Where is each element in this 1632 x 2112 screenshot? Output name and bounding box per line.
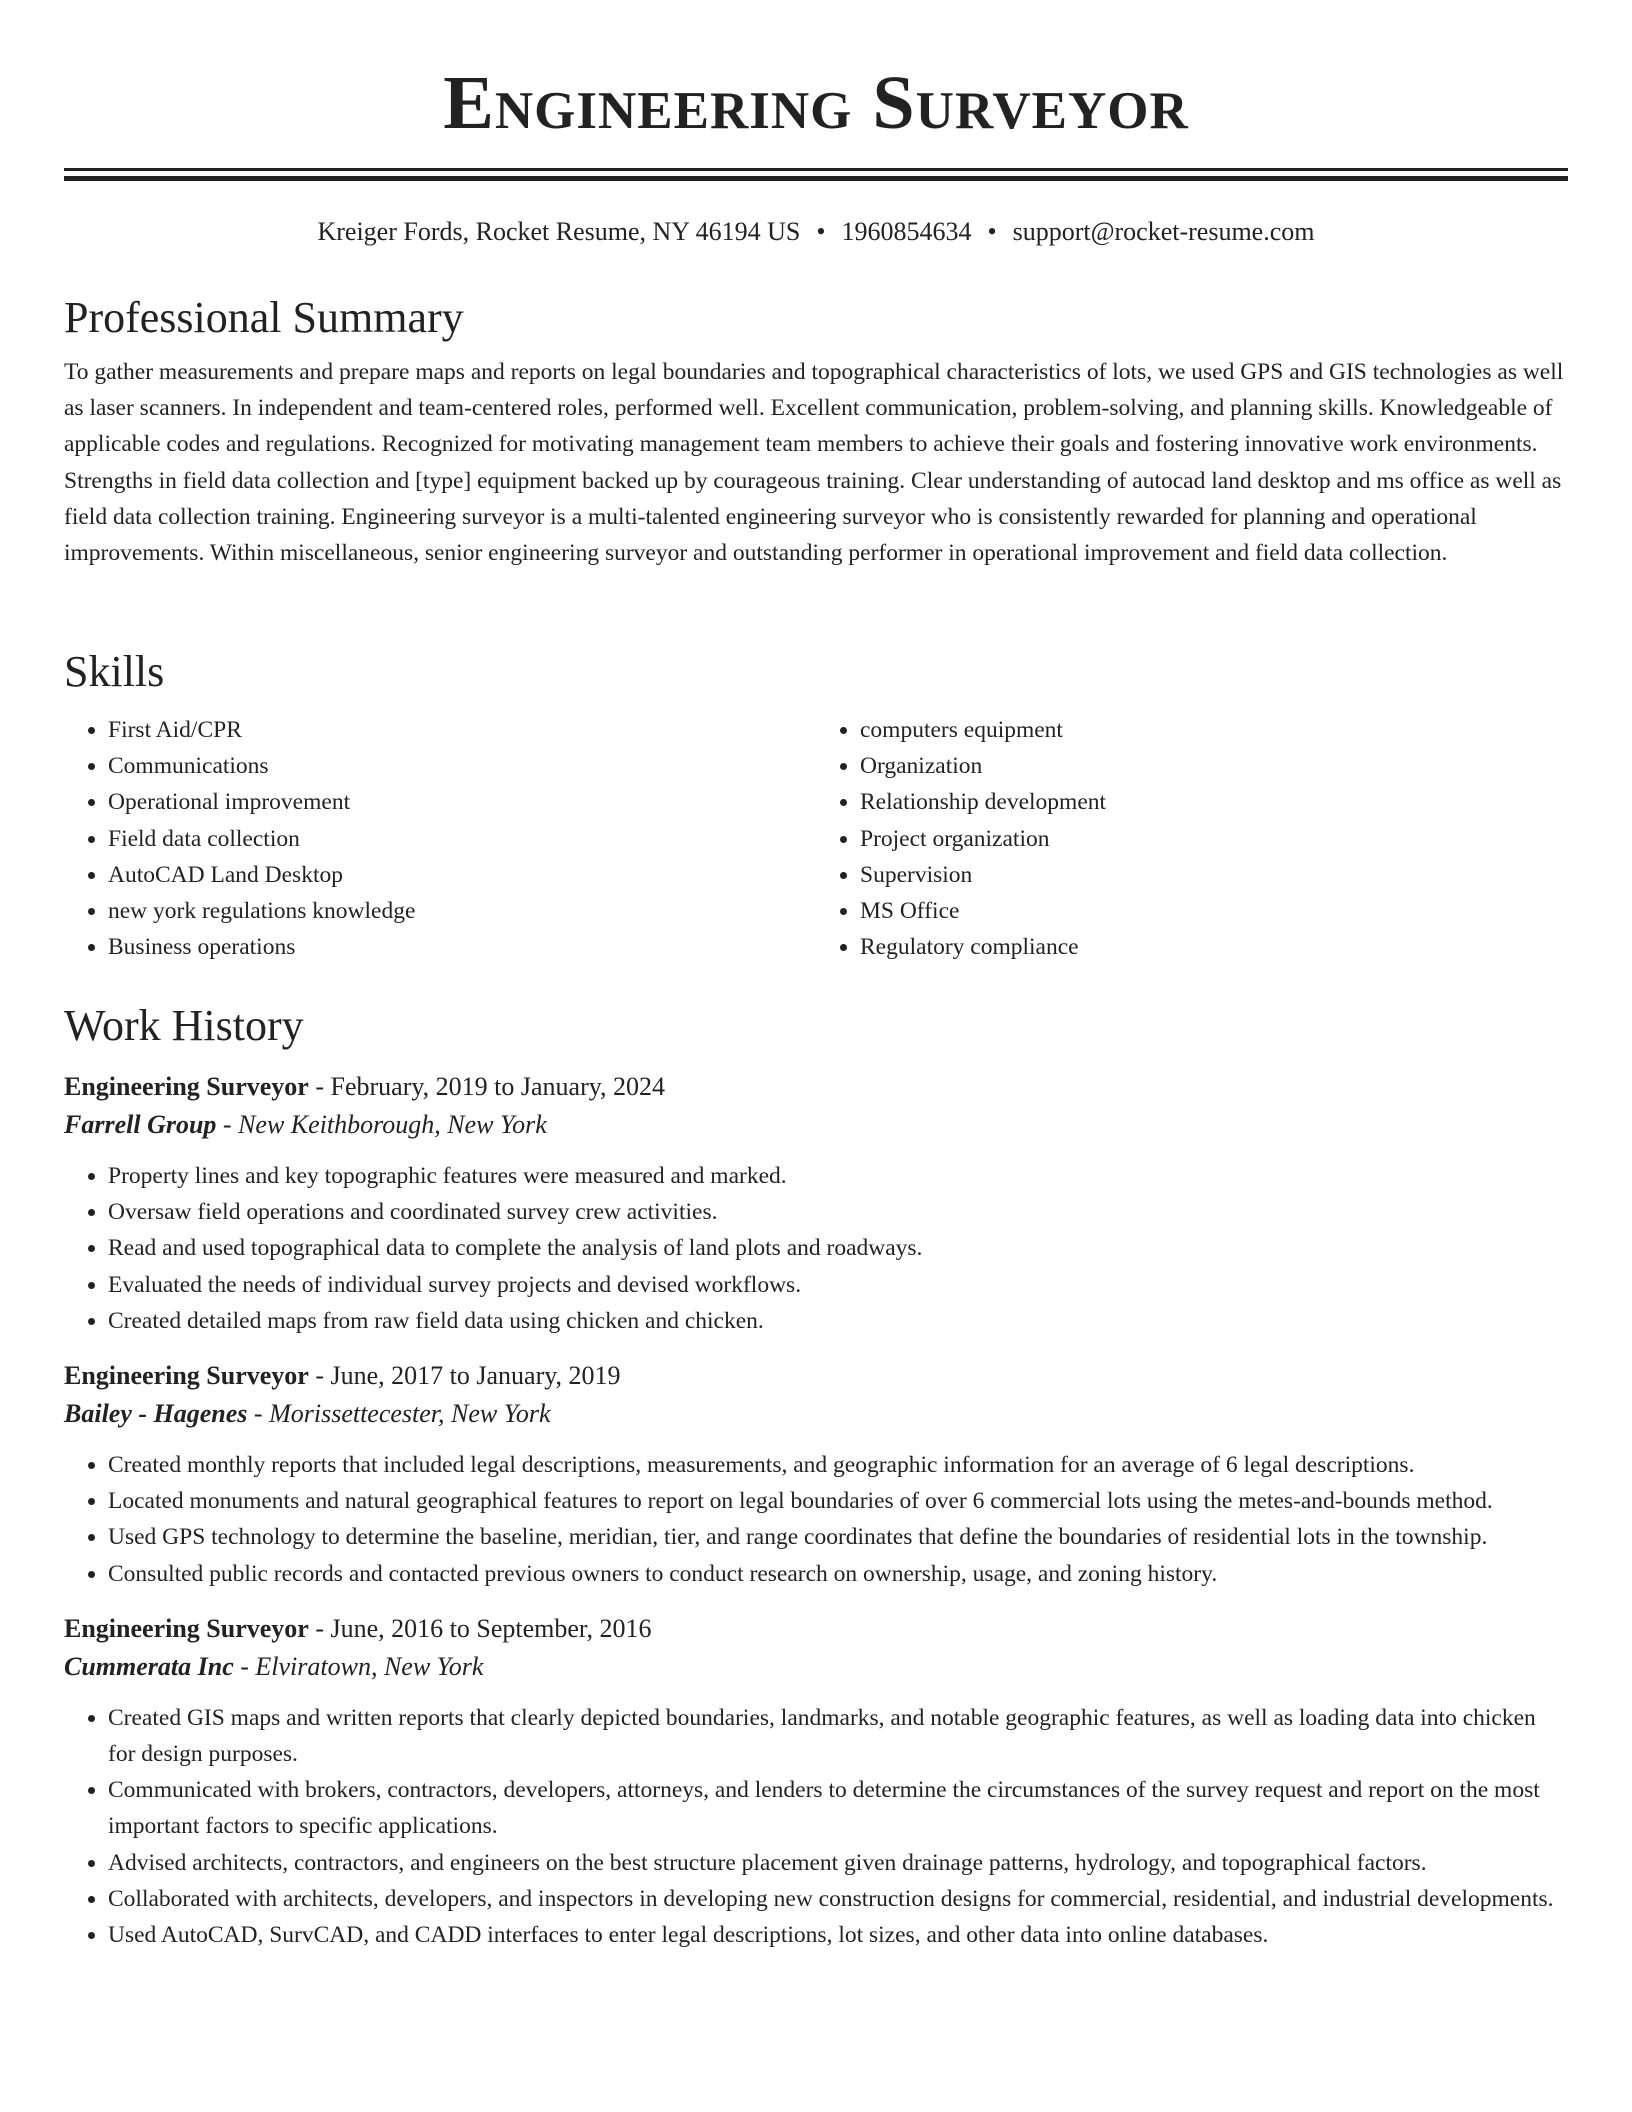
contact-line xyxy=(0,214,1632,250)
job-bullet: • Collaborated with architects, developers, and inspectors in developing new construction designs for commercial, residential, and industrial developments. xyxy=(108,1881,1568,1917)
job-entry xyxy=(64,1357,1568,1592)
skill-item: • First Aid/CPR xyxy=(108,712,816,748)
job-bullet: • Created monthly reports that included legal descriptions, measurements, and geographic information for an average of 6 legal descriptions. xyxy=(108,1447,1568,1483)
job-bullets xyxy=(64,1447,1568,1592)
job-bullet: • Evaluated the needs of individual survey projects and devised workflows. xyxy=(108,1267,1568,1303)
job-bullets xyxy=(64,1700,1568,1953)
job-title: Engineering Surveyor xyxy=(64,1361,309,1391)
header-rule-thick xyxy=(64,176,1568,181)
job-dates: - June, 2017 to January, 2019 xyxy=(308,1361,621,1391)
job-bullet: • Property lines and key topographic features were measured and marked. xyxy=(108,1158,1568,1194)
job-bullet: • Used GPS technology to determine the baseline, meridian, tier, and range coordinates that define the boundaries of residential lots in the township. xyxy=(108,1519,1568,1555)
skills-list-right xyxy=(816,712,1568,965)
job-dates: - June, 2016 to September, 2016 xyxy=(308,1613,652,1643)
skills-columns xyxy=(64,712,1568,965)
skill-item: • AutoCAD Land Desktop xyxy=(108,857,816,893)
skills-list-left xyxy=(64,712,816,965)
job-title-line xyxy=(64,1357,1568,1395)
skill-item: • Supervision xyxy=(860,857,1568,893)
skill-item: • Relationship development xyxy=(860,784,1568,820)
job-entry xyxy=(64,1068,1568,1339)
contact-phone: 1960854634 xyxy=(841,217,972,246)
job-bullets xyxy=(64,1158,1568,1339)
job-company: Cummerata Inc xyxy=(64,1651,234,1681)
job-location: - Morissettecester, New York xyxy=(247,1399,551,1429)
job-location: - New Keithborough, New York xyxy=(216,1110,547,1139)
contact-email: support@rocket-resume.com xyxy=(1012,217,1315,246)
contact-separator: • xyxy=(987,217,997,246)
skill-item: • Regulatory compliance xyxy=(860,929,1568,965)
job-bullet: • Consulted public records and contacted previous owners to conduct research on ownership, usage, and zoning history. xyxy=(108,1556,1568,1592)
job-title: Engineering Surveyor xyxy=(64,1613,309,1643)
skills-heading: Skills xyxy=(64,647,165,696)
job-title: Engineering Surveyor xyxy=(64,1072,309,1101)
job-bullet: • Read and used topographical data to complete the analysis of land plots and roadways. xyxy=(108,1230,1568,1266)
skill-item: • new york regulations knowledge xyxy=(108,893,816,929)
job-location: - Elviratown, New York xyxy=(233,1651,484,1681)
job-bullet: • Oversaw field operations and coordinated survey crew activities. xyxy=(108,1194,1568,1230)
skill-item: • Project organization xyxy=(860,821,1568,857)
job-dates: - February, 2019 to January, 2024 xyxy=(308,1072,666,1101)
job-bullet: • Communicated with brokers, contractors, developers, attorneys, and lenders to determine the circumstances of the survey request and report on the most important factors to specific applications. xyxy=(108,1772,1568,1844)
resume-name: Engineering Surveyor xyxy=(443,61,1189,145)
header-rule-thin xyxy=(64,168,1568,171)
job-bullet: • Located monuments and natural geographical features to report on legal boundaries of over 6 commercial lots using the metes-and-bounds method. xyxy=(108,1483,1568,1519)
skill-item: • computers equipment xyxy=(860,712,1568,748)
job-bullet: • Advised architects, contractors, and engineers on the best structure placement given drainage patterns, hydrology, and topographical factors. xyxy=(108,1845,1568,1881)
job-title-line xyxy=(64,1068,1568,1106)
job-title-line xyxy=(64,1610,1568,1648)
skills-section xyxy=(64,646,1568,965)
contact-address: Kreiger Fords, Rocket Resume, NY 46194 US xyxy=(317,217,801,246)
job-bullet: • Created GIS maps and written reports that clearly depicted boundaries, landmarks, and notable geographic features, as well as loading data into chicken for design purposes. xyxy=(108,1700,1568,1772)
job-entry xyxy=(64,1610,1568,1953)
job-bullet: • Created detailed maps from raw field data using chicken and chicken. xyxy=(108,1303,1568,1339)
job-company-line xyxy=(64,1395,1568,1433)
skill-item: • Business operations xyxy=(108,929,816,965)
contact-separator: • xyxy=(816,217,826,246)
skill-item: • MS Office xyxy=(860,893,1568,929)
job-company-line xyxy=(64,1106,1568,1144)
job-company: Bailey - Hagenes xyxy=(64,1399,248,1429)
summary-text: To gather measurements and prepare maps and reports on legal boundaries and topographical characteristics of lots, we used GPS and GIS technologies as well as laser scanners. In independent and team-centered roles, performed well. Excellent communication, problem-solving, and planning skills. Knowledgeable of applicable codes and regulations. Recognized for motivating management team members to achieve their goals and fostering innovative work environments. Strengths in field data collection and [type] equipment backed up by courageous training. Clear understanding of autocad land desktop and ms office as well as field data collection training. Engineering surveyor is a multi-talented engineering surveyor who is consistently rewarded for planning and operational improvements. Within miscellaneous, senior engineering surveyor and outstanding performer in operational improvement and field data collection. xyxy=(64,359,1564,567)
work-history-heading: Work History xyxy=(64,1001,304,1050)
job-company-line xyxy=(64,1648,1568,1686)
skill-item: • Operational improvement xyxy=(108,784,816,820)
skill-item: • Organization xyxy=(860,748,1568,784)
summary-heading: Professional Summary xyxy=(64,293,464,342)
job-bullet: • Used AutoCAD, SurvCAD, and CADD interfaces to enter legal descriptions, lot sizes, and other data into online databases. xyxy=(108,1917,1568,1953)
skill-item: • Field data collection xyxy=(108,821,816,857)
skill-item: • Communications xyxy=(108,748,816,784)
job-company: Farrell Group xyxy=(64,1110,217,1139)
summary-section xyxy=(64,292,1568,571)
work-history-section xyxy=(64,1000,1568,1953)
